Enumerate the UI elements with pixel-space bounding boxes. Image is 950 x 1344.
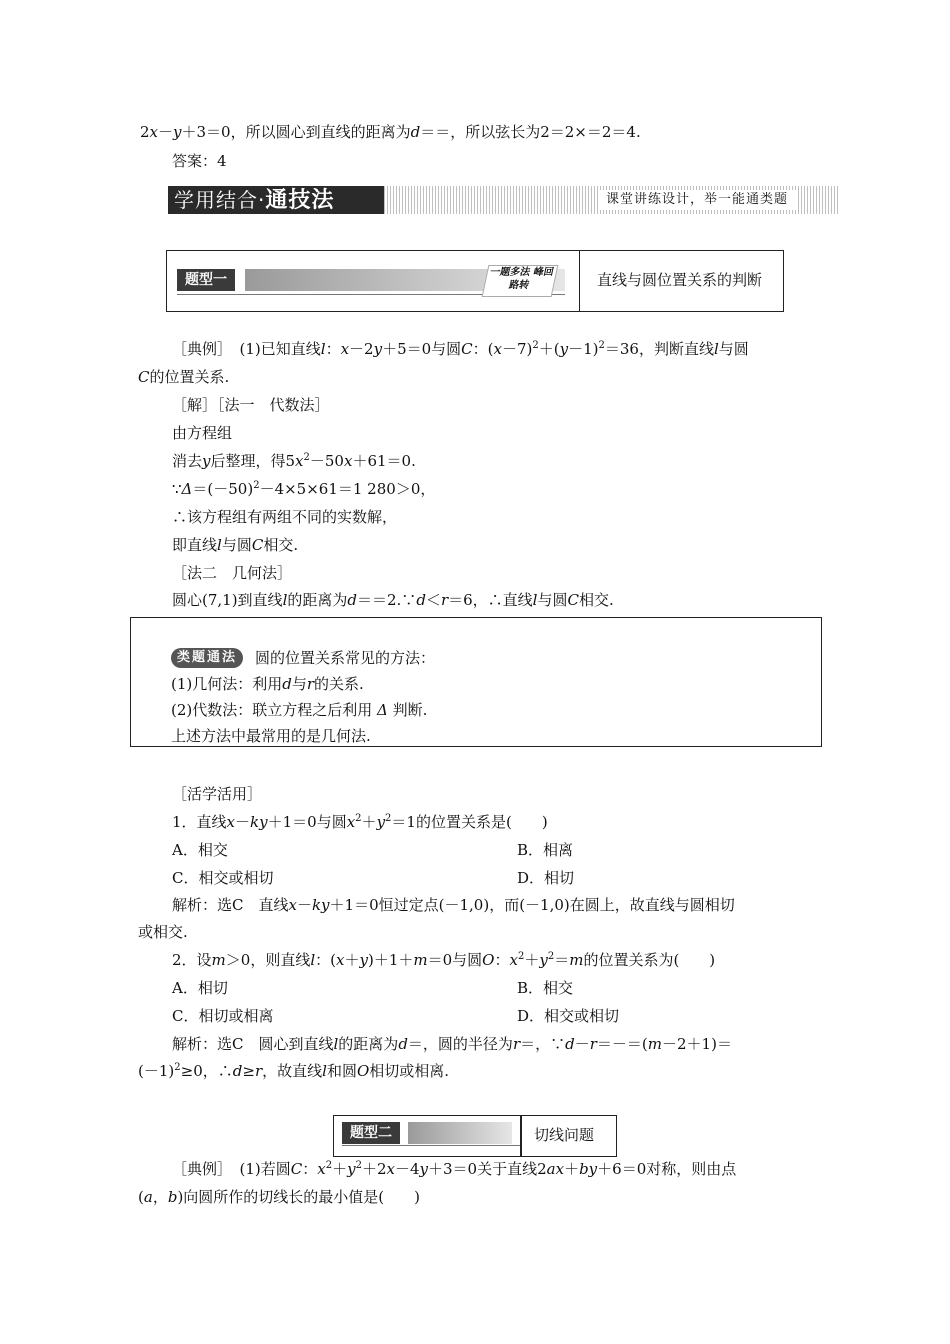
question-2: 2．设m＞0，则直线l：(x＋y)＋1＋m＝0与圆O：$x^2+y^2=m$的位置关系为( ) [172,951,716,969]
method-line-4: 上述方法中最常用的是几何法. [171,727,371,745]
q2-solution: 解析：选C 圆心到直线l的距离为d＝，圆的半径为r＝，∵d－r＝－＝(m－2＋1)＝ [172,1035,732,1053]
example2-line-2: (a，b)向圆所作的切线长的最小值是( ) [138,1188,420,1206]
topic-title-2: 切线问题 [534,1126,595,1144]
q2-solution-cont: $(-1)^2\ge 0$，∴d≥r，故直线l和圆O相切或相离. [138,1062,450,1080]
method-tag: 类题通法 [171,648,243,668]
intro-line-1: 2x－y＋3＝0，所以圆心到直线的距离为d＝＝，所以弦长为2＝2×＝2＝4. [140,123,641,141]
topic-title-1: 直线与圆位置关系的判断 [597,271,763,289]
example1-line-2: C的位置关系. [138,368,230,386]
answer-line: 答案：4 [172,152,227,170]
topic-tag-1: 题型一 [177,269,235,291]
method-line-1: 圆的位置关系常见的方法： [255,649,436,667]
topic-underline [342,1145,520,1146]
q1-option-d: D．相切 [517,869,575,887]
q1-option-c: C．相交或相切 [172,869,274,887]
question-1: 1．直线x－ky＋1＝0与圆$x^2+y^2=1$的位置关系是( ) [172,813,548,831]
q1-solution: 解析：选C 直线x－ky＋1＝0恒过定点(－1,0)，而(－1,0)在圆上，故直线与圆相切 [172,896,735,914]
topic-badge: 一题多法 峰回路转 [482,265,559,297]
q2-option-d: D．相交或相切 [517,1007,620,1025]
topic-box-1 [166,250,784,312]
q2-option-b: B．相交 [517,979,574,997]
method-box [130,617,822,747]
topic-box-1-label-area [167,251,580,311]
topic-tag-2: 题型二 [342,1122,400,1144]
q2-option-a: A．相切 [172,979,228,997]
practice-header: ［活学活用］ [172,785,263,803]
q1-solution-cont: 或相交. [138,923,188,941]
example1-line-10: 圆心(7,1)到直线l的距离为d＝＝2.∵d＜r＝6，∴直线l与圆C相交. [172,591,614,609]
q1-option-a: A．相交 [172,841,228,859]
example2-line-1: ［典例］ (1)若圆C：$x^2+y^2+2x-4y+3=0$关于直线2ax＋by＋6＝0对称，则由点 [172,1160,737,1178]
method-line-2: (1)几何法：利用d与r的关系. [171,675,364,693]
example1-line-6: $\because\Delta=(-50)^2-4\times 5\times 61=1$ 280＞0， [172,480,436,498]
example1-line-9: ［法二 几何法］ [172,564,293,582]
q1-option-b: B．相离 [517,841,574,859]
banner-subtitle: 课堂讲练设计，举一能通类题 [598,190,796,210]
banner-title: 学用结合·通技法 [168,186,384,214]
example1-line-3: ［解］［法一 代数法］ [172,396,330,414]
example1-line-4: 由方程组 [172,424,233,442]
example1-line-5: 消去y后整理，得$5x^2-50x+61=0$. [172,452,416,470]
topic-box-2 [333,1115,617,1157]
example1-line-1: ［典例］ (1)已知直线l：x－2y＋5＝0与圆C：$(x-7)^2+(y-1)^2=36$，判断直线l与圆 [172,340,749,358]
topic-divider [520,1116,522,1156]
method-line-3: (2)代数法：联立方程之后利用 Δ 判断. [171,701,428,719]
section-banner [168,186,840,214]
q2-option-c: C．相切或相离 [172,1007,274,1025]
topic-tag-fade [408,1122,512,1144]
example1-line-7: ∴该方程组有两组不同的实数解， [172,508,398,526]
example1-line-8: 即直线l与圆C相交. [172,536,299,554]
